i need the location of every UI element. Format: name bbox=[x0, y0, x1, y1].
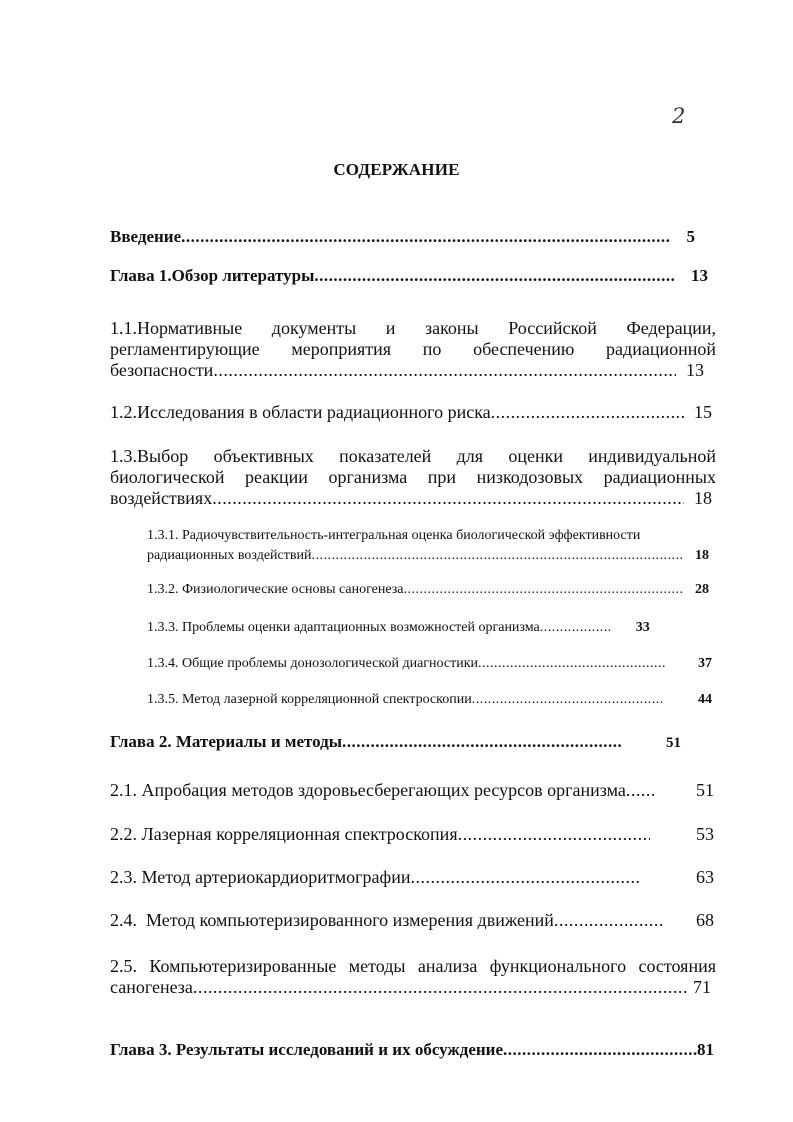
leader-dots bbox=[554, 910, 662, 931]
toc-entry-page: 18 bbox=[695, 548, 709, 563]
toc-entry-text: Глава 2. Материалы и методы bbox=[110, 732, 343, 751]
leader-dots bbox=[458, 824, 650, 845]
leader-dots bbox=[410, 867, 640, 888]
toc-entry-page: 13 bbox=[691, 266, 708, 285]
toc-entry-text: Глава 1.Обзор литературы bbox=[110, 266, 315, 285]
toc-entry-1-3-4 bbox=[147, 656, 712, 672]
leader-dots bbox=[212, 488, 684, 509]
toc-entry-chapter-3 bbox=[110, 1040, 714, 1060]
toc-entry-page: 71 bbox=[693, 977, 711, 997]
toc-entry-page: 51 bbox=[666, 735, 682, 751]
toc-entry-1-3-1 bbox=[147, 548, 709, 564]
toc-entry-text: Глава 3. Результаты исследований и их обсуждение bbox=[110, 1040, 504, 1059]
toc-entry-text: 2.1. Апробация методов здоровьесберегающих ресурсов организма bbox=[110, 780, 626, 800]
toc-entry-text: радиационных воздействий bbox=[147, 548, 312, 563]
toc-entry-2-4 bbox=[110, 910, 714, 931]
leader-dots bbox=[311, 548, 683, 564]
toc-entry-1-3-1-line-1: 1.3.1. Радиочувствительность-интегральная оценка биологической эффективности bbox=[147, 528, 641, 543]
toc-entry-2-2 bbox=[110, 824, 714, 845]
toc-entry-1-1-line-1: 1.1.Нормативные документы и законы Российской Федерации, bbox=[110, 318, 716, 338]
toc-entry-1-1 bbox=[110, 360, 704, 381]
toc-entry-text: воздействиях bbox=[110, 488, 213, 508]
toc-entry-page: 51 bbox=[696, 780, 714, 800]
leader-dots bbox=[314, 266, 675, 286]
toc-entry-text: саногенеза bbox=[110, 977, 193, 997]
page-title: СОДЕРЖАНИЕ bbox=[333, 160, 460, 179]
leader-dots bbox=[491, 402, 684, 423]
toc-entry-2-5 bbox=[110, 977, 711, 998]
toc-entry-1-3-2 bbox=[147, 582, 709, 598]
toc-entry-1-3 bbox=[110, 488, 712, 509]
toc-entry-1-3-3 bbox=[147, 620, 712, 636]
leader-dots bbox=[342, 732, 622, 752]
leader-dots bbox=[181, 227, 670, 247]
leader-dots bbox=[404, 582, 684, 598]
toc-entry-page: 13 bbox=[686, 360, 704, 380]
toc-entry-2-5-line-1: 2.5. Компьютеризированные методы анализа функционального состояния bbox=[110, 956, 716, 976]
page-number: 2 bbox=[672, 104, 686, 128]
toc-entry-page: 63 bbox=[696, 867, 714, 887]
toc-entry-1-3-line-1: 1.3.Выбор объективных показателей для оценки индивидуальной bbox=[110, 446, 716, 466]
leader-dots bbox=[540, 620, 612, 636]
toc-entry-text: 1.3.4. Общие проблемы донозологической диагностики bbox=[147, 656, 478, 671]
toc-entry-2-1 bbox=[110, 780, 714, 801]
toc-entry-text: 1.3.3. Проблемы оценки адаптационных возможностей организма bbox=[147, 620, 540, 635]
toc-entry-page: 33 bbox=[635, 620, 650, 635]
toc-entry-1-1-line-2: регламентирующие мероприятия по обеспечению радиационной bbox=[110, 339, 716, 359]
toc-entry-1-3-5 bbox=[147, 692, 712, 708]
toc-entry-page: 53 bbox=[696, 824, 714, 844]
toc-entry-page: 28 bbox=[695, 582, 709, 597]
leader-dots bbox=[193, 977, 689, 998]
toc-entry-1-2 bbox=[110, 402, 712, 423]
leader-dots bbox=[478, 656, 666, 672]
toc-entry-intro bbox=[110, 227, 695, 247]
toc-entry-text: 1.3.2. Физиологические основы саногенеза bbox=[147, 582, 404, 597]
toc-entry-text: безопасности bbox=[110, 360, 214, 380]
toc-entry-text: 2.3. Метод артериокардиоритмографии bbox=[110, 867, 411, 887]
toc-entry-text: 2.4. Метод компьютеризированного измерения движений bbox=[110, 910, 554, 930]
toc-entry-2-3 bbox=[110, 867, 714, 888]
toc-entry-chapter-1 bbox=[110, 266, 708, 286]
leader-dots bbox=[472, 692, 662, 708]
toc-entry-page: 15 bbox=[694, 402, 712, 422]
toc-entry-text: 1.3.5. Метод лазерной корреляционной спектроскопии bbox=[147, 692, 472, 707]
toc-entry-page: 37 bbox=[698, 656, 712, 671]
toc-entry-1-3-line-2: биологической реакции организма при низкодозовых радиационных bbox=[110, 467, 716, 487]
toc-entry-text: 2.2. Лазерная корреляционная спектроскопия bbox=[110, 824, 458, 844]
toc-entry-page: 5 bbox=[686, 227, 695, 246]
leader-dots bbox=[503, 1040, 697, 1060]
toc-entry-page: 44 bbox=[698, 692, 712, 707]
toc-entry-text: Введение bbox=[110, 227, 182, 246]
toc-entry-chapter-2 bbox=[110, 732, 712, 752]
toc-entry-text: 1.2.Исследования в области радиационного риска bbox=[110, 402, 491, 422]
toc-entry-page: 81 bbox=[697, 1040, 714, 1059]
leader-dots bbox=[213, 360, 676, 381]
toc-entry-page: 18 bbox=[694, 488, 712, 508]
leader-dots bbox=[626, 780, 654, 801]
toc-entry-page: 68 bbox=[696, 910, 714, 930]
